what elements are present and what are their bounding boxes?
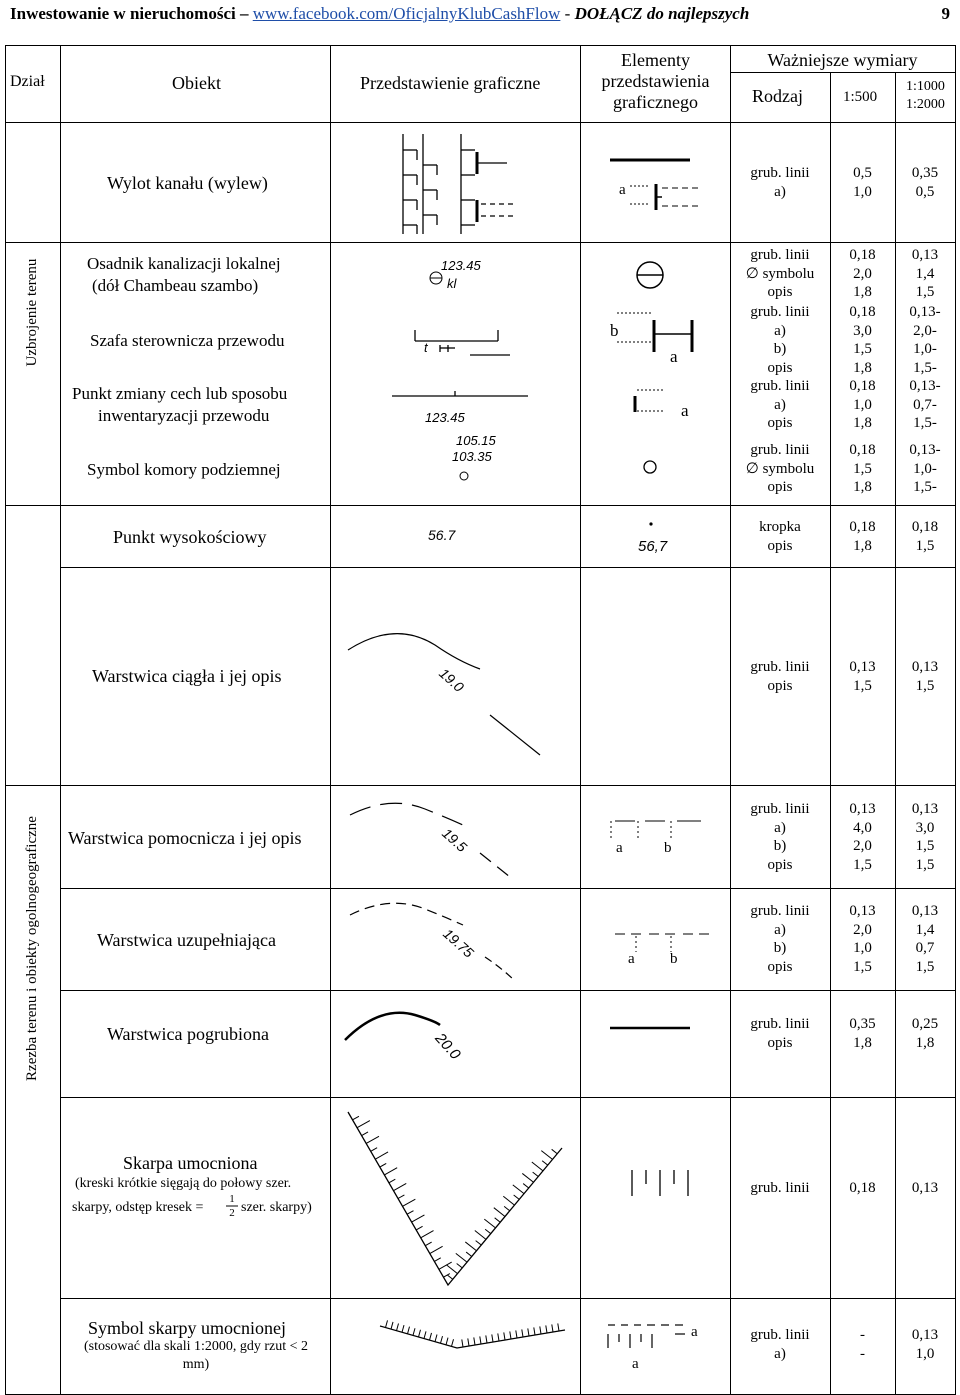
row-name-uzupelniajaca: Warstwica uzupełniająca: [97, 930, 276, 950]
wysok-element-number: 56,7: [638, 538, 668, 555]
slope-hatch-tick: [495, 1218, 501, 1222]
slope-hatch-tick: [366, 1136, 379, 1143]
osadnik-kind: grub. linii ∅ symbolu opis: [745, 247, 815, 300]
row-name-osadnik-1: Osadnik kanalizacji lokalnej: [87, 254, 281, 273]
slope-hatch-tick: [474, 1337, 475, 1345]
slope-hatch-tick: [424, 1331, 426, 1338]
pomocnicza-element-b: b: [664, 840, 672, 856]
col-header-scale-500: 1:500: [843, 89, 878, 105]
row-name-komora: Symbol komory podziemnej: [87, 460, 281, 479]
pogrubiona-graphic-number: 20.0: [431, 1029, 464, 1064]
slope-hatch-tick: [516, 1330, 517, 1338]
slope-hatch-tick: [522, 1329, 523, 1337]
skarpa-scale2: 0,13: [911, 1180, 939, 1196]
slope-hatch-tick: [412, 1215, 425, 1222]
szafa-element: [612, 308, 702, 358]
col-header-scale-2000: 1:2000: [906, 97, 945, 112]
pogrubiona-scale1: 0,35 1,8: [849, 1016, 876, 1051]
slope-hatch-tick: [407, 1211, 413, 1215]
slope-hatch-tick: [391, 1322, 393, 1329]
wylot-scale2: 0,35 0,5: [911, 165, 939, 200]
pogrubiona-scale2: 0,25 1,8: [911, 1016, 939, 1051]
slope-hatch-tick: [402, 1325, 404, 1332]
slope-hatch-tick: [476, 1241, 482, 1245]
komora-graphic-number-1: 105.15: [456, 433, 496, 448]
szafa-graphic-t: t: [424, 340, 428, 355]
slope-hatch-tick: [552, 1324, 553, 1332]
slope-hatch-tick: [468, 1338, 469, 1346]
slope-hatch-tick: [375, 1152, 388, 1159]
slope-hatch-tick: [397, 1324, 399, 1331]
pomocnicza-kind: grub. linii a) b) opis: [750, 801, 810, 873]
slope-hatch-tick: [416, 1226, 422, 1230]
row-name-punkt-2: inwentaryzacji przewodu: [98, 406, 270, 425]
wysok-scale2: 0,18 1,5: [911, 519, 939, 554]
slope-hatch-tick: [492, 1334, 493, 1342]
uzupelniajaca-scale1: 0,13 2,0 1,0 1,5: [849, 903, 876, 975]
row-name-pogrubiona: Warstwica pogrubiona: [107, 1024, 269, 1044]
slope-hatch-tick: [466, 1252, 472, 1256]
row-name-pomocnicza: Warstwica pomocnicza i jej opis: [68, 828, 302, 848]
slope-hatch-tick: [475, 1231, 486, 1240]
slope-hatch-tick: [523, 1184, 529, 1188]
pomocnicza-scale1: 0,13 4,0 2,0 1,5: [849, 801, 876, 873]
symbol-skarpy-element-a1: a: [691, 1324, 698, 1340]
uzupelniajaca-scale2: 0,13 1,4 0,7 1,5: [911, 903, 939, 975]
slope-hatch-tick: [465, 1242, 476, 1251]
symbol-skarpy-scale2: 0,13 1,0: [911, 1327, 939, 1362]
slope-hatch-tick: [532, 1162, 543, 1171]
szafa-element-a: a: [670, 347, 678, 366]
symbol-skarpy-scale1: - -: [860, 1327, 865, 1362]
slope-hatch-tick: [510, 1331, 511, 1339]
row-name-wylot: Wylot kanału (wylew): [107, 173, 268, 193]
slope-hatch-tick: [456, 1253, 467, 1262]
osadnik-graphic-number: 123.45: [441, 258, 481, 273]
row-name-symbol-skarpy: Symbol skarpy umocnionej: [88, 1318, 286, 1338]
komora-element-symbol: [642, 459, 658, 475]
punkt-graphic-line: [390, 388, 530, 402]
wysok-kind: kropka opis: [759, 519, 801, 554]
slope-hatch-tick: [504, 1206, 510, 1210]
uzupelniajaca-kind: grub. linii a) b) opis: [750, 903, 810, 975]
slope-hatch-tick: [386, 1320, 388, 1327]
slope-hatch-tick: [503, 1196, 514, 1205]
osadnik-graphic-kl: kl: [447, 276, 457, 291]
symbol-skarpy-element-a2: a: [632, 1356, 639, 1372]
row-name-ciagla: Warstwica ciągła i jej opis: [92, 666, 282, 686]
symbol-skarpy-element: [605, 1320, 695, 1350]
header-cta: DOŁĄCZ do najlepszych: [574, 4, 750, 23]
skarpa-note-1: (kreski krótkie sięgają do połowy szer.: [75, 1176, 292, 1191]
osadnik-scale2: 0,13 1,4 1,5: [911, 247, 939, 300]
uzupelniajaca-element: [605, 928, 715, 958]
slope-hatch-tick: [362, 1132, 368, 1136]
row-name-szafa: Szafa sterownicza przewodu: [90, 331, 285, 350]
wysok-element-dot: [648, 521, 654, 527]
slope-hatch-tick: [541, 1151, 552, 1160]
ciagla-scale1: 0,13 1,5: [849, 659, 876, 694]
slope-hatch-tick: [384, 1168, 397, 1175]
slope-hatch-tick: [353, 1116, 359, 1120]
slope-hatch-tick: [513, 1185, 524, 1194]
col-header-scale-1000: 1:1000: [906, 79, 945, 94]
ciagla-scale2: 0,13 1,5: [911, 659, 939, 694]
slope-hatch-tick: [419, 1330, 421, 1337]
slope-hatch-tick: [552, 1149, 558, 1153]
slope-hatch-tick: [393, 1183, 406, 1190]
szafa-scale1: 0,18 3,0 1,5 1,8: [849, 304, 876, 376]
ciagla-graphic: [340, 625, 570, 765]
slope-hatch-tick: [457, 1263, 463, 1267]
ciagla-kind: grub. linii opis: [750, 659, 810, 694]
col-header-object: Obiekt: [172, 73, 221, 93]
slope-hatch-tick: [486, 1335, 487, 1343]
wylot-scale1: 0,5 1,0: [853, 165, 872, 200]
symbol-skarpy-kind: grub. linii a): [750, 1327, 810, 1362]
wylot-kind: grub. linii a): [750, 165, 810, 200]
row-name-wysok: Punkt wysokościowy: [113, 527, 267, 547]
osadnik-graphic-symbol: [428, 270, 444, 286]
slope-hatch-tick: [540, 1326, 541, 1334]
wylot-element-a: a: [619, 182, 626, 198]
slope-hatch-tick: [447, 1275, 453, 1279]
punkt-graphic-number: 123.45: [425, 410, 465, 425]
szafa-scale2: 0,13- 2,0- 1,0- 1,5-: [909, 304, 941, 376]
wylot-element: [600, 150, 710, 220]
slope-hatch-tick: [522, 1173, 533, 1182]
slope-hatch-tick: [357, 1121, 370, 1128]
punkt-element: [627, 386, 677, 416]
symbol-skarpy-graphic: [375, 1318, 575, 1354]
slope-hatch-tick: [408, 1327, 410, 1334]
slope-hatch-tick: [452, 1339, 454, 1346]
row-name-punkt-1: Punkt zmiany cech lub sposobu: [72, 384, 288, 403]
slope-hatch-tick: [504, 1332, 505, 1340]
osadnik-scale1: 0,18 2,0 1,8: [849, 247, 876, 300]
slope-hatch-tick: [434, 1258, 440, 1262]
uzupelniajaca-graphic-number: 19.75: [440, 925, 477, 961]
slope-hatch-tick: [430, 1246, 443, 1253]
skarpa-graphic: [340, 1100, 570, 1290]
header-title: Inwestowanie w nieruchomości –: [10, 4, 253, 23]
section-label-uzbrojenie: Uzbrojenie terenu: [24, 258, 40, 367]
slope-hatch-tick: [558, 1323, 559, 1331]
slope-hatch-tick: [446, 1338, 448, 1345]
slope-hatch-tick: [435, 1335, 437, 1342]
uzupelniajaca-element-a: a: [628, 951, 635, 967]
pomocnicza-graphic-number: 19.5: [439, 824, 471, 856]
header-separator: -: [560, 4, 575, 23]
pomocnicza-element-a: a: [616, 840, 623, 856]
komora-kind: grub. linii ∅ symbolu opis: [745, 442, 815, 495]
komora-scale2: 0,13- 1,0- 1,5-: [909, 442, 941, 495]
szafa-element-b: b: [610, 321, 619, 340]
slope-hatch-tick: [534, 1327, 535, 1335]
slope-hatch-tick: [494, 1208, 505, 1217]
uzupelniajaca-element-b: b: [670, 951, 678, 967]
slope-hatch-tick: [484, 1219, 495, 1228]
slope-hatch-tick: [480, 1336, 481, 1344]
row-name-skarpa: Skarpa umocniona: [123, 1153, 258, 1173]
wylot-graphic: [395, 130, 525, 240]
punkt-element-a: a: [681, 401, 689, 420]
skarpa-frac-den: 2: [229, 1207, 235, 1219]
ciagla-graphic-number: 19.0: [436, 664, 468, 696]
wysok-graphic-number: 56.7: [428, 527, 456, 543]
komora-graphic-number-2: 103.35: [452, 449, 492, 464]
pomocnicza-scale2: 0,13 3,0 1,5 1,5: [911, 801, 939, 873]
slope-hatch-tick: [398, 1195, 404, 1199]
symbol-skarpy-note: [62, 1338, 330, 1374]
pogrubiona-element: [605, 1022, 695, 1034]
skarpa-element: [620, 1166, 710, 1200]
header-link[interactable]: www.facebook.com/OficjalnyKlubCashFlow: [252, 4, 561, 23]
slope-hatch-tick: [430, 1333, 432, 1340]
skarpa-frac-num: 1: [229, 1193, 235, 1205]
skarpa-scale1: 0,18: [849, 1180, 876, 1196]
slope-hatch-tick: [485, 1229, 491, 1233]
slope-hatch-tick: [439, 1262, 452, 1269]
slope-hatch-tick: [542, 1161, 548, 1165]
row-name-osadnik-2: (dół Chambeau szambo): [92, 276, 259, 295]
pogrubiona-kind: grub. linii opis: [750, 1016, 810, 1051]
skarpa-note-3: szer. skarpy): [241, 1200, 312, 1215]
symbol-skarpy-note-1: (stosować dla skali 1:2000, gdy rzut < 2: [83, 1339, 309, 1354]
col-header-section: Dział: [10, 73, 45, 90]
slope-hatch-tick: [514, 1195, 520, 1199]
slope-hatch-tick: [546, 1325, 547, 1333]
skarpa-note-2: skarpy, odstęp kresek =: [72, 1200, 204, 1215]
osadnik-element-symbol: [630, 258, 670, 292]
slope-hatch-tick: [425, 1242, 431, 1246]
slope-hatch-tick: [446, 1265, 457, 1274]
slope-hatch-tick: [380, 1163, 386, 1167]
slope-hatch-tick: [421, 1231, 434, 1238]
skarpa-kind: grub. linii: [750, 1180, 810, 1196]
symbol-skarpy-note-2: mm): [182, 1357, 210, 1372]
slope-hatch-tick: [441, 1336, 443, 1343]
col-header-graphic: Przedstawienie graficzne: [360, 73, 541, 93]
col-header-kind: Rodzaj: [752, 86, 803, 106]
section-label-rzezba: Rzezba terenu i obiekty ogolnogeograficzne: [24, 816, 40, 1081]
punkt-scale2: 0,13- 0,7- 1,5-: [909, 378, 941, 431]
slope-hatch-tick: [528, 1328, 529, 1336]
slope-hatch-tick: [498, 1333, 499, 1341]
wysok-scale1: 0,18 1,8: [849, 519, 876, 554]
slope-hatch-tick: [533, 1172, 539, 1176]
slope-hatch-tick: [413, 1328, 415, 1335]
page-number: 9: [941, 4, 950, 23]
slope-hatch-tick: [371, 1148, 377, 1152]
komora-scale1: 0,18 1,5 1,8: [849, 442, 876, 495]
punkt-kind: grub. linii a) opis: [750, 378, 810, 431]
komora-graphic-symbol: [458, 470, 470, 482]
slope-hatch-tick: [403, 1199, 416, 1206]
slope-hatch-tick: [462, 1339, 463, 1347]
col-header-elements: Elementy przedstawienia graficznego: [601, 50, 710, 112]
szafa-kind: grub. linii a) b) opis: [750, 304, 810, 376]
col-header-dims: Ważniejsze wymiary: [767, 50, 918, 70]
punkt-scale1: 0,18 1,0 1,8: [849, 378, 876, 431]
slope-hatch-tick: [389, 1179, 395, 1183]
